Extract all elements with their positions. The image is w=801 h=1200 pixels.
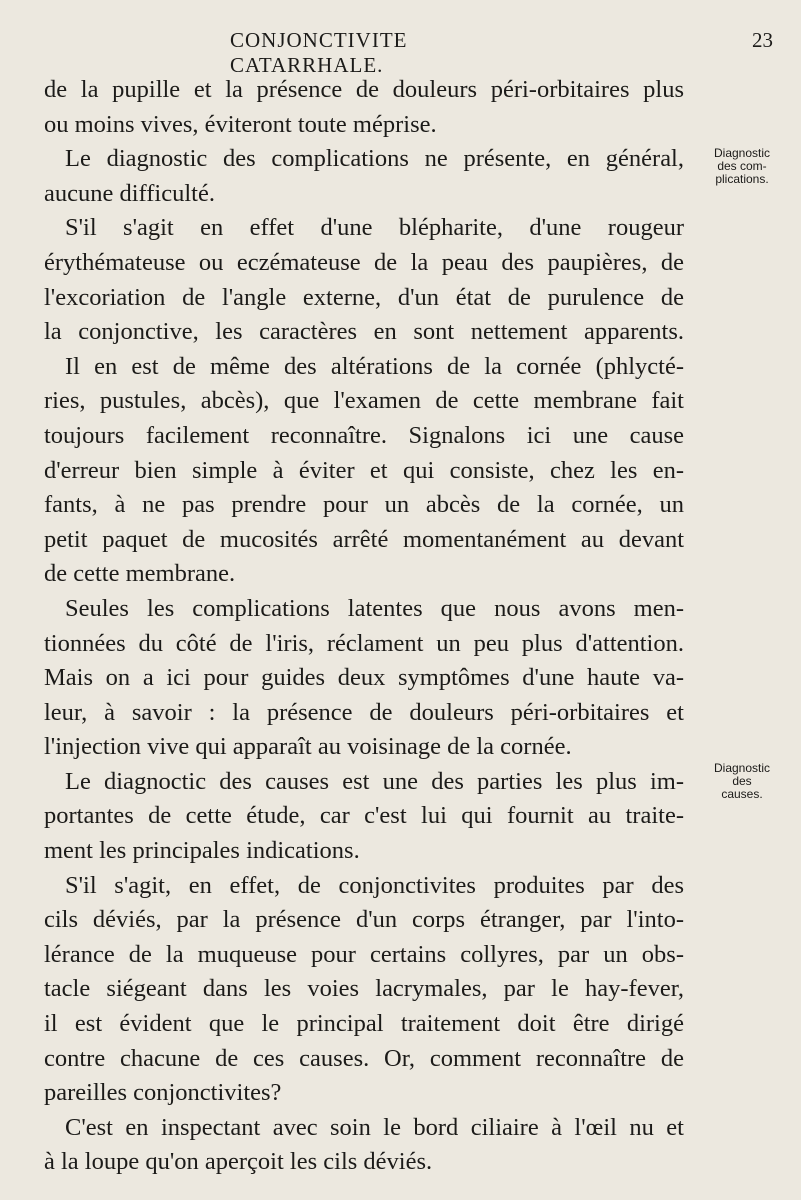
text-line: Mais on a ici pour guides deux symptômes d'une haute va- [44, 664, 684, 692]
text-line: érythémateuse ou eczémateuse de la peau des paupières, de [44, 248, 684, 276]
text-line: l'excoriation de l'angle externe, d'un état de purulence de [44, 283, 684, 311]
body-text [44, 73, 684, 1180]
text-line: fants, à ne pas prendre pour un abcès de la cornée, un [44, 491, 684, 519]
text-line: aucune difficulté. [44, 179, 215, 207]
margin-note-diagnostic-causes [692, 762, 792, 801]
text-line: leur, à savoir : la présence de douleurs péri-orbitaires et [44, 698, 684, 726]
text-line: Le diagnoctic des causes est une des parties les plus im- [65, 767, 684, 795]
text-line: contre chacune de ces causes. Or, comment reconnaître de [44, 1044, 684, 1072]
margin-note-line: Diagnostic [713, 146, 771, 160]
margin-note-line: causes. [721, 787, 763, 801]
text-line: tionnées du côté de l'iris, réclament un peu plus d'attention. [44, 629, 684, 657]
text-line: ou moins vives, éviteront toute méprise. [44, 110, 437, 138]
text-line: ries, pustules, abcès), que l'examen de cette membrane fait [44, 387, 684, 415]
margin-note-line: plications. [715, 172, 769, 186]
text-line: il est évident que le principal traitement doit être dirigé [44, 1010, 684, 1038]
text-line: la conjonctive, les caractères en sont nettement apparents. [44, 318, 684, 346]
text-line: Il en est de même des altérations de la cornée (phlycté- [65, 352, 684, 380]
margin-note-diagnostic-complications [692, 147, 792, 186]
text-line: S'il s'agit, en effet, de conjonctivites produites par des [65, 871, 684, 899]
text-line: toujours facilement reconnaître. Signalons ici une cause [44, 421, 684, 449]
text-line: cils déviés, par la présence d'un corps étranger, par l'into- [44, 906, 684, 934]
text-line: lérance de la muqueuse pour certains collyres, par un obs- [44, 940, 684, 968]
text-line: C'est en inspectant avec soin le bord ciliaire à l'œil nu et [65, 1113, 684, 1141]
margin-note-line: des [732, 774, 752, 788]
text-line: petit paquet de mucosités arrêté momentanément au devant [44, 525, 684, 553]
text-line: d'erreur bien simple à éviter et qui consiste, chez les en- [44, 456, 684, 484]
text-line: portantes de cette étude, car c'est lui qui fournit au traite- [44, 802, 684, 830]
text-line: S'il s'agit en effet d'une blépharite, d'une rougeur [65, 214, 684, 242]
text-line: à la loupe qu'on aperçoit les cils déviés. [44, 1148, 433, 1176]
text-line: tacle siégeant dans les voies lacrymales, par le hay-fever, [44, 975, 684, 1003]
margin-note-line: des com- [717, 159, 767, 173]
text-line: de cette membrane. [44, 560, 236, 588]
text-line: Seules les complications latentes que nous avons men- [65, 594, 684, 622]
running-title: CONJONCTIVITE CATARRHALE. [230, 28, 408, 77]
page-number: 23 [752, 28, 773, 52]
text-line: pareilles conjonctivites? [44, 1079, 282, 1107]
margin-note-line: Diagnostic [713, 761, 771, 775]
text-line: ment les principales indications. [44, 837, 360, 865]
text-line: l'injection vive qui apparaît au voisinage de la cornée. [44, 733, 572, 761]
text-line: Le diagnostic des complications ne présente, en général, [65, 145, 684, 173]
text-line: de la pupille et la présence de douleurs péri-orbitaires plus [44, 76, 684, 103]
